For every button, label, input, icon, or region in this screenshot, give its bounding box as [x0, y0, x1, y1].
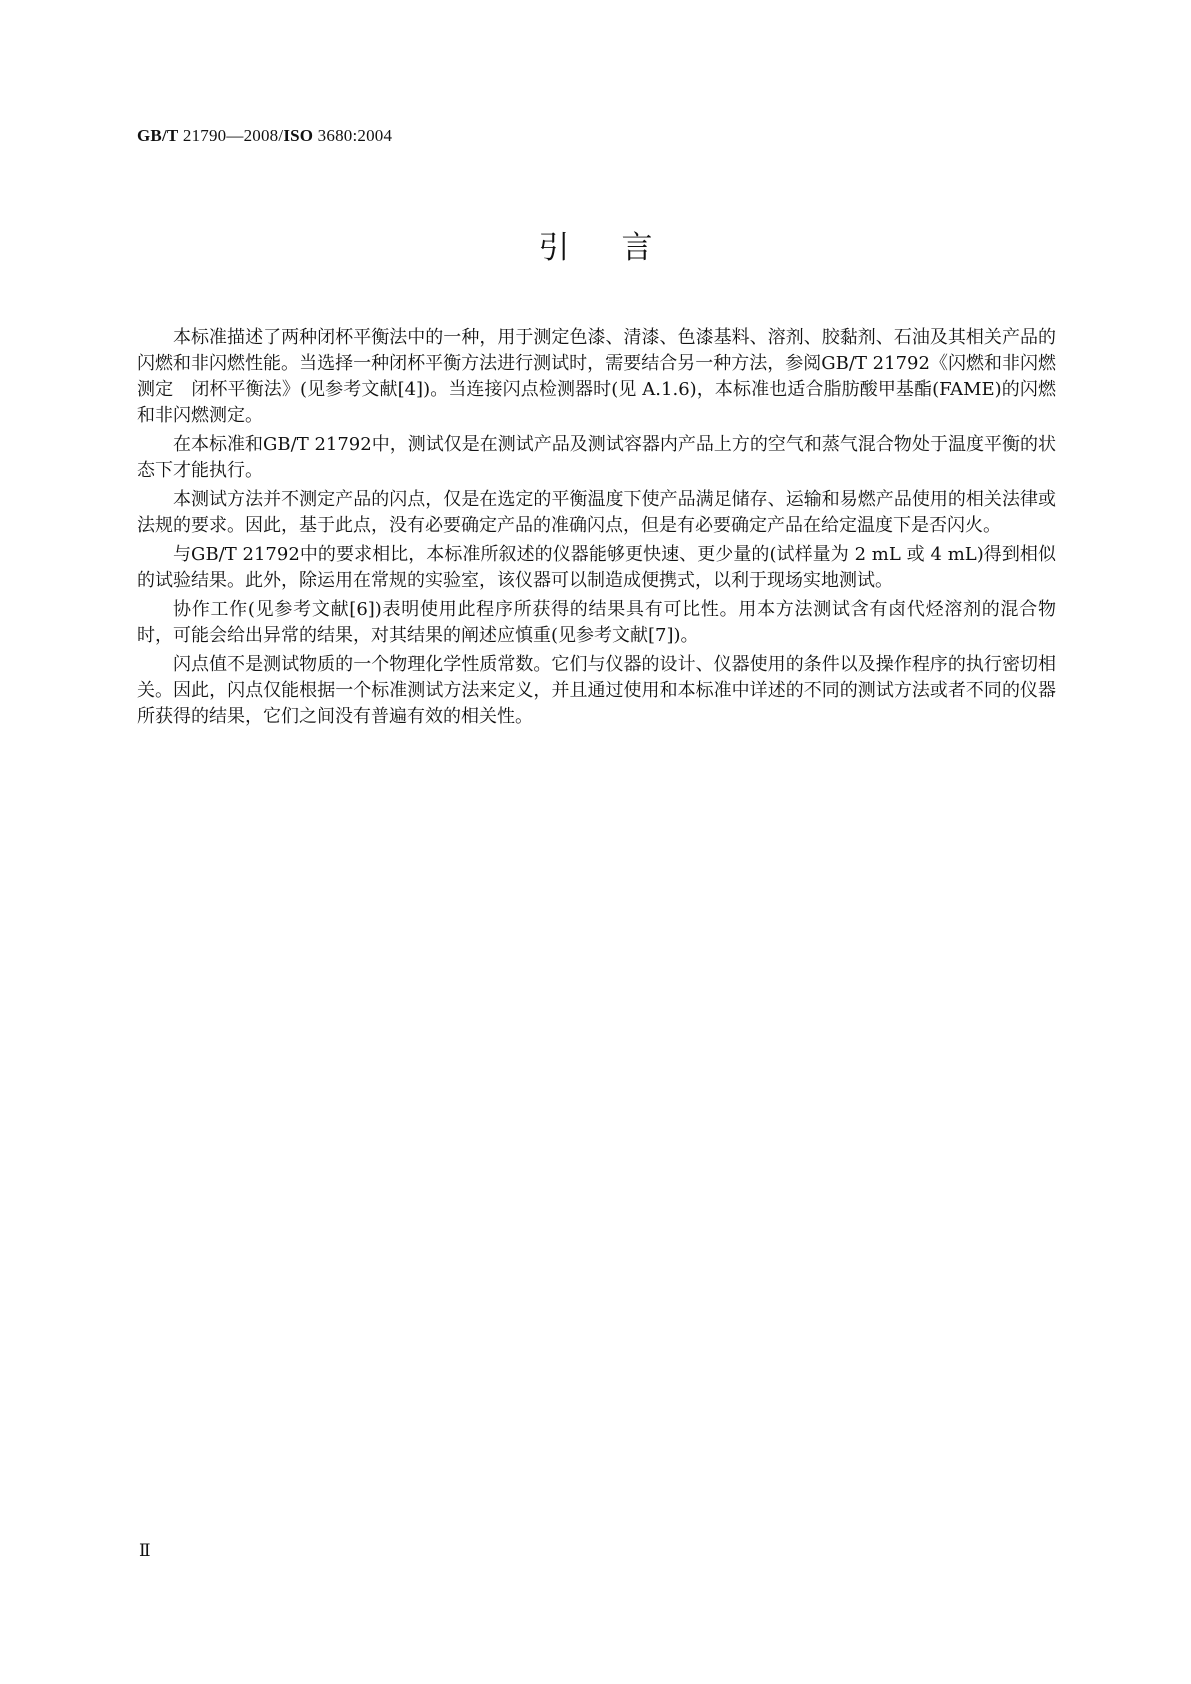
header-gb-number: 21790—2008/ [178, 126, 284, 145]
paragraph-3: 本测试方法并不测定产品的闪点，仅是在选定的平衡温度下使产品满足储存、运输和易燃产品使用的相关法律或法规的要求。因此，基于此点，没有必要确定产品的准确闪点，但是有必要确定产品在给定温度下是否闪火。 [137, 489, 1056, 536]
paragraph-5: 协作工作(见参考文献[6])表明使用此程序所获得的结果具有可比性。用本方法测试含有卤代烃溶剂的混合物时，可能会给出异常的结果，对其结果的阐述应慎重(见参考文献[7])。 [137, 599, 1056, 646]
header-iso-code: ISO [283, 126, 314, 145]
header-iso-number: 3680:2004 [313, 126, 393, 145]
standard-number-header [137, 126, 392, 146]
paragraph-2: 在本标准和GB/T 21792中，测试仅是在测试产品及测试容器内产品上方的空气和蒸气混合物处于温度平衡的状态下才能执行。 [137, 434, 1056, 481]
paragraph-6: 闪点值不是测试物质的一个物理化学性质常数。它们与仪器的设计、仪器使用的条件以及操作程序的执行密切相关。因此，闪点仅能根据一个标准测试方法来定义，并且通过使用和本标准中详述的不同的测试方法或者不同的仪器所获得的结果，它们之间没有普遍有效的相关性。 [137, 654, 1056, 727]
page-title: 引言 [538, 230, 705, 266]
paragraph-1: 本标准描述了两种闭杯平衡法中的一种，用于测定色漆、清漆、色漆基料、溶剂、胶黏剂、石油及其相关产品的闪燃和非闪燃性能。当选择一种闭杯平衡方法进行测试时，需要结合另一种方法，参阅GB/T 21792《闪燃和非闪燃测定 闭杯平衡法》(见参考文献[4])。当连接闪点检测器时(见 A.1.6)，本标准也适合脂肪酸甲基酯(FAME)的闪燃和非闪燃测定。 [137, 327, 1056, 426]
paragraph-4: 与GB/T 21792中的要求相比，本标准所叙述的仪器能够更快速、更少量的(试样量为 2 mL 或 4 mL)得到相似的试验结果。此外，除运用在常规的实验室，该仪器可以制造成便携式，以利于现场实地测试。 [137, 544, 1056, 591]
page-number: Ⅱ [139, 1541, 151, 1560]
header-gb-code: GB/T [137, 126, 179, 145]
introduction-body [137, 325, 1056, 733]
